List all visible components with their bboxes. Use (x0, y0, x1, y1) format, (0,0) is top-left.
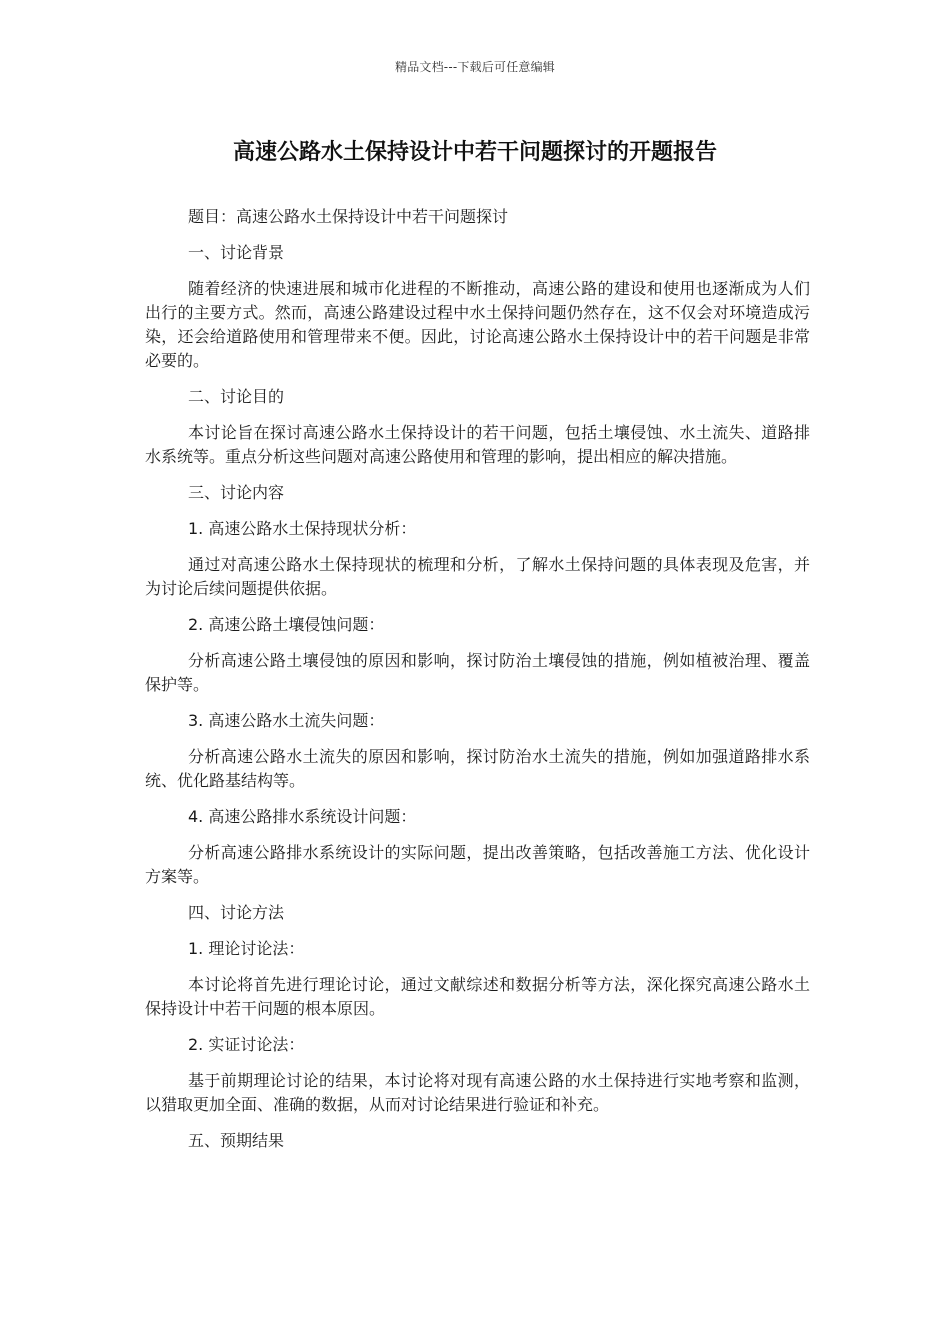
paragraph-background: 随着经济的快速进展和城市化进程的不断推动，高速公路的建设和使用也逐渐成为人们出行的主要方式。然而，高速公路建设过程中水土保持问题仍然存在，这不仅会对环境造成污染，还会给道路使用和管理带来不便。因此，讨论高速公路水土保持设计中的若干问题是非常必要的。 (145, 279, 810, 370)
subheading-drainage: 4. 高速公路排水系统设计问题： (188, 807, 417, 826)
paragraph-soil-erosion: 分析高速公路土壤侵蚀的原因和影响，探讨防治土壤侵蚀的措施，例如植被治理、覆盖保护等。 (145, 651, 810, 694)
subheading-theory-method: 1. 理论讨论法： (188, 939, 305, 958)
paragraph-drainage: 分析高速公路排水系统设计的实际问题，提出改善策略，包括改善施工方法、优化设计方案等。 (145, 843, 810, 886)
section-heading-background: 一、讨论背景 (188, 243, 285, 262)
paragraph-status-analysis: 通过对高速公路水土保持现状的梳理和分析，了解水土保持问题的具体表现及危害，并为讨论后续问题提供依据。 (145, 555, 810, 598)
paragraph-water-loss: 分析高速公路水土流失的原因和影响，探讨防治水土流失的措施，例如加强道路排水系统、优化路基结构等。 (145, 747, 810, 790)
document-title: 高速公路水土保持设计中若干问题探讨的开题报告 (232, 140, 717, 165)
paragraph-empirical-method: 基于前期理论讨论的结果，本讨论将对现有高速公路的水土保持进行实地考察和监测，以猎取更加全面、准确的数据，从而对讨论结果进行验证和补充。 (145, 1071, 810, 1114)
subheading-empirical-method: 2. 实证讨论法： (188, 1035, 305, 1054)
section-heading-purpose: 二、讨论目的 (188, 387, 285, 406)
paragraph-theory-method: 本讨论将首先进行理论讨论，通过文献综述和数据分析等方法，深化探究高速公路水土保持设计中若干问题的根本原因。 (145, 975, 810, 1018)
document-body (145, 205, 810, 1165)
subheading-water-loss: 3. 高速公路水土流失问题： (188, 711, 385, 730)
section-heading-methods: 四、讨论方法 (188, 903, 285, 922)
paragraph-purpose: 本讨论旨在探讨高速公路水土保持设计的若干问题，包括土壤侵蚀、水土流失、道路排水系统等。重点分析这些问题对高速公路使用和管理的影响，提出相应的解决措施。 (145, 423, 810, 466)
topic-line: 题目：高速公路水土保持设计中若干问题探讨 (188, 207, 509, 226)
subheading-status-analysis: 1. 高速公路水土保持现状分析： (188, 519, 417, 538)
section-heading-expected-results: 五、预期结果 (188, 1131, 285, 1150)
header-note: 精品文档---下载后可任意编辑 (395, 60, 555, 74)
subheading-soil-erosion: 2. 高速公路土壤侵蚀问题： (188, 615, 385, 634)
section-heading-content: 三、讨论内容 (188, 483, 285, 502)
